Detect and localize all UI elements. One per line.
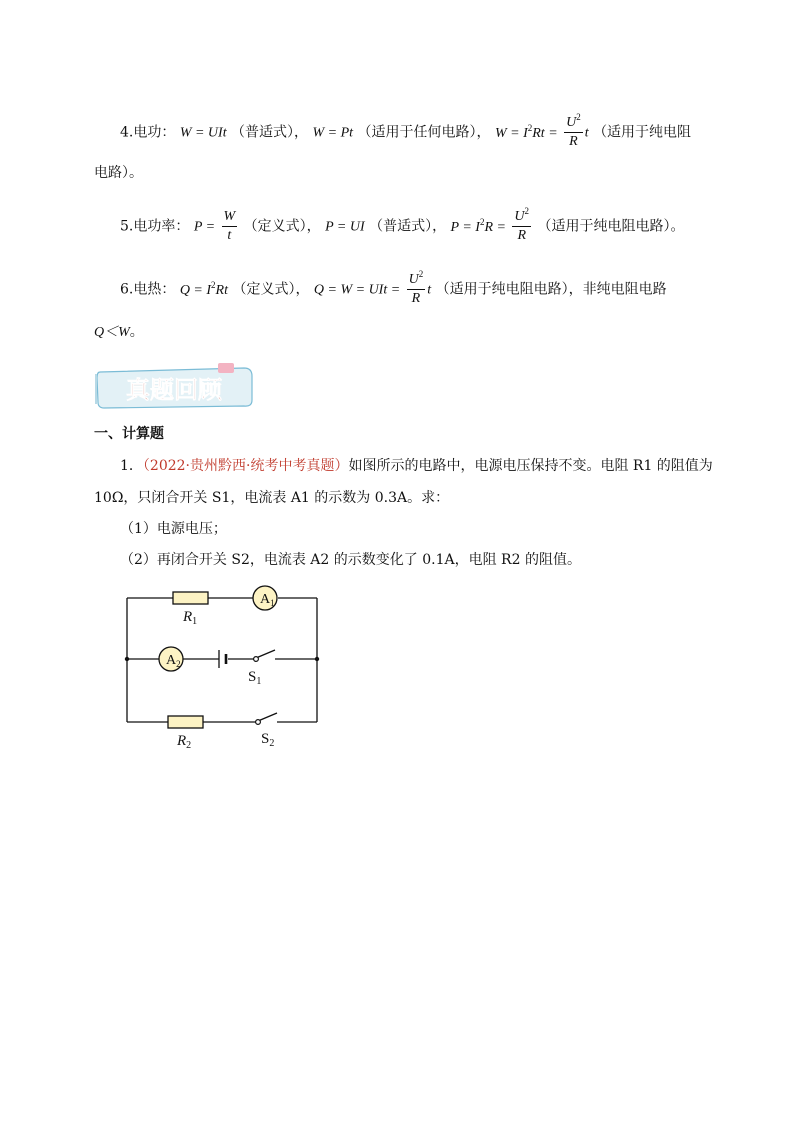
switch-s1-pivot [254,657,259,662]
question-sub-2: （2）再闭合开关 S2，电流表 A2 的示数变化了 0.1A，电阻 R2 的阻值。 [120,552,581,568]
section-heading: 一、计算题 [94,426,164,442]
junction-dot [125,657,129,661]
fraction: $\frac{W}{t}$ [223,209,236,243]
fraction: $\frac{U^2}{R}$ [514,206,530,243]
label-s2: S [261,731,270,747]
question-sub-1: （1）电源电压； [120,521,227,537]
label-r2: R [177,733,187,749]
question-source: （2022·贵州黔西·统考中考真题） [142,458,349,474]
svg-text:A1: $A_1$ [260,592,275,608]
question-line-1: 1．（2022·贵州黔西·统考中考真题）如图所示的电路中，电源电压保持不变。电阻 R1 的阻值为 [120,458,713,474]
formula-work: 4.电功： W = UIt （普适式）， W = Pt （适用于任何电路）， $W = I^2Rt$ = $\frac{U^2}{R}$ t （适用于纯电阻 [120,112,692,149]
banner-text: 真题回顾 [126,376,222,404]
svg-text:S1: $S_1$ [248,669,262,687]
formula-power: 5.电功率： P = $\frac{W}{t}$ （定义式）， P = UI （普适式）， $P = I^2R$ = $\frac{U^2}{R}$ （适用于纯电阻电路）。 [120,206,685,243]
formula-heat: 6.电热： $Q = I^2Rt$ （定义式）， Q = W = UIt = $\frac{U^2}{R}$ t （适用于纯电阻电路），非纯电阻电路 [120,269,667,306]
formula-work-continued: 电路）。 [94,165,143,181]
svg-text:A2: $A_2$ [166,653,181,669]
switch-s2-lever [258,713,277,721]
svg-text:R1: $R_1$ [183,609,198,627]
circuit-diagram [115,580,335,760]
banner-ribbon [218,363,234,373]
svg-text:R2: $R_2$ [177,733,192,751]
junction-dot [315,657,319,661]
formula-label: 6.电热： [120,281,176,298]
formula-label: 5.电功率： [120,218,190,235]
fraction: $\frac{U^2}{R}$ [408,269,424,306]
label-r1: R [183,609,193,625]
formula-label: 4.电功： [120,124,176,141]
svg-text:S2: $S_2$ [261,731,275,749]
fraction: $\frac{U^2}{R}$ [566,112,581,149]
switch-s2-pivot [256,720,261,725]
switch-s1-lever [256,650,275,658]
formula-heat-continued: Q＜W。 [94,324,144,340]
resistor-r2 [168,716,203,728]
question-number: 1． [120,458,143,474]
section-banner [94,360,256,412]
label-s1: S [248,669,257,685]
resistor-r1 [173,592,208,604]
question-line-2: 10Ω，只闭合开关 S1，电流表 A1 的示数为 0.3A。求： [94,490,450,506]
